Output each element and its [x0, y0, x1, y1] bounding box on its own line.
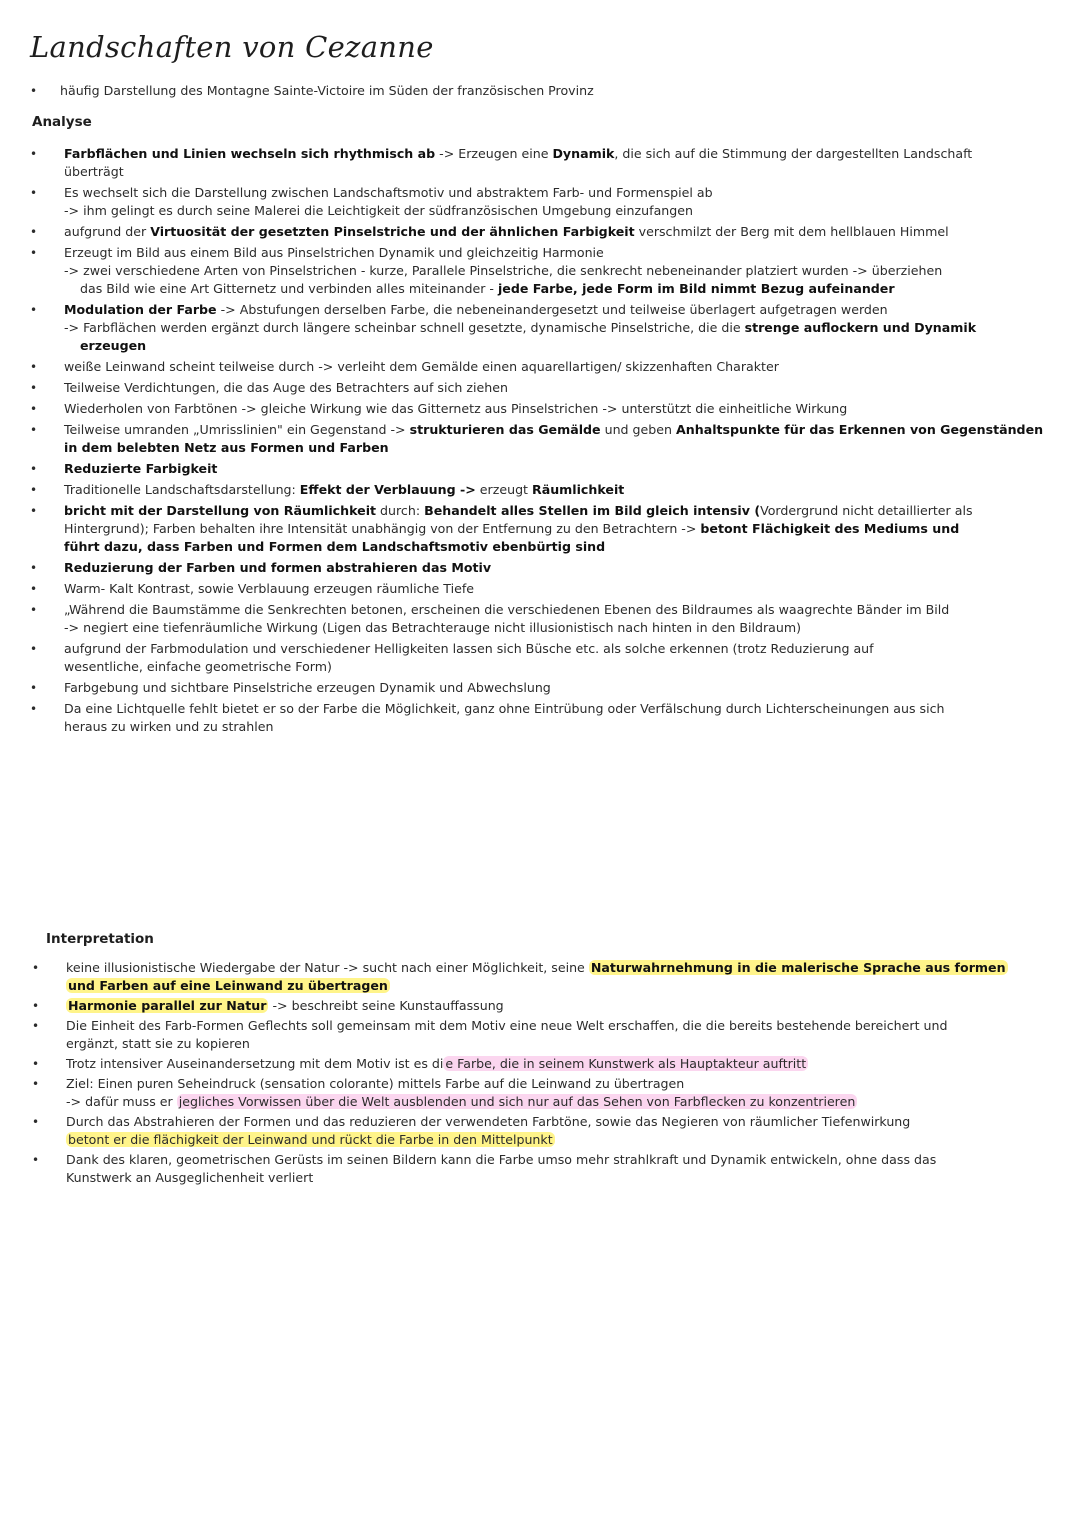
- bold-text: strukturieren das Gemälde: [409, 422, 601, 437]
- bullet-line: [64, 301, 1066, 319]
- bullet-line: [64, 163, 1066, 181]
- bold-text: strenge auflockern und Dynamik: [744, 320, 977, 335]
- text-run: Kunstwerk an Ausgeglichenheit verliert: [66, 1170, 314, 1185]
- analyse-bullet-10: [30, 460, 1066, 478]
- bullet-line: [64, 223, 1066, 241]
- bullet-line: [64, 601, 1066, 619]
- highlighted-text: und Farben auf eine Leinwand zu übertragen: [68, 978, 388, 993]
- bold-text: Räumlichkeit: [532, 482, 625, 497]
- text-run: Wiederholen von Farbtönen -> gleiche Wirkung wie das Gitternetz aus Pinselstrichen -> unterstützt die einheitliche Wirkung: [64, 401, 848, 416]
- text-run: erzeugt: [475, 482, 533, 497]
- text-run: -> ihm gelingt es durch seine Malerei die Leichtigkeit der südfranzösischen Umgebung einzufangen: [64, 203, 693, 218]
- bold-text: in dem belebten Netz aus Formen und Farben: [64, 440, 389, 455]
- bold-text: Virtuosität der gesetzten Pinselstriche und der ähnlichen Farbigkeit: [150, 224, 635, 239]
- bullet-line: [64, 280, 1066, 298]
- bold-text: Dynamik: [552, 146, 615, 161]
- bullet-line: [66, 1169, 1066, 1187]
- bullet-line: [64, 202, 1066, 220]
- text-run: ergänzt, statt sie zu kopieren: [66, 1036, 250, 1051]
- bold-text: Farbflächen und Linien wechseln sich rhythmisch ab: [64, 146, 436, 161]
- bullet-line: [66, 1035, 1066, 1053]
- highlighted-text: Harmonie parallel zur Natur: [68, 998, 267, 1013]
- text-run: Trotz intensiver Auseinandersetzung mit dem Motiv ist es di: [66, 1056, 444, 1071]
- bold-text: erzeugen: [80, 338, 147, 353]
- analyse-bullet-14: [30, 580, 1066, 598]
- text-run: Teilweise umranden „Umrisslinien" ein Gegenstand ->: [64, 422, 410, 437]
- interpretation-bullet-7: [32, 1151, 1066, 1187]
- analyse-heading: Analyse: [32, 114, 92, 130]
- analyse-bullet-11: [30, 481, 1066, 499]
- bullet-line: [64, 145, 1066, 163]
- bold-text: Behandelt alles Stellen im Bild gleich intensiv (: [424, 503, 761, 518]
- bold-text: Effekt der Verblauung ->: [299, 482, 476, 497]
- interpretation-bullet-4: [32, 1055, 1066, 1073]
- bullet-line: [66, 1055, 1066, 1073]
- analyse-bullet-4: [30, 244, 1066, 298]
- bold-text: führt dazu, dass Farben und Formen dem Landschaftsmotiv ebenbürtig sind: [64, 539, 606, 554]
- bullet-line: [64, 502, 1066, 520]
- text-run: Traditionelle Landschaftsdarstellung:: [64, 482, 300, 497]
- bullet-line: [64, 379, 1066, 397]
- text-run: -> Erzeugen eine: [435, 146, 553, 161]
- text-run: Warm- Kalt Kontrast, sowie Verblauung erzeugen räumliche Tiefe: [64, 581, 475, 596]
- bullet-line: [64, 481, 1066, 499]
- interpretation-bullet-3: [32, 1017, 1066, 1053]
- highlighted-text: Naturwahrnehmung in die malerische Sprache aus formen: [590, 960, 1006, 975]
- text-run: -> zwei verschiedene Arten von Pinselstrichen - kurze, Parallele Pinselstriche, die senkrecht nebeneinander platziert wurden -> überziehen: [64, 263, 943, 278]
- analyse-bullet-15: [30, 601, 1066, 637]
- interpretation-bullet-6: [32, 1113, 1066, 1149]
- interpretation-bullet-1: [32, 959, 1066, 995]
- text-run: -> beschreibt seine Kunstauffassung: [268, 998, 504, 1013]
- intro-list: [30, 82, 1060, 103]
- bullet-line: [64, 619, 1066, 637]
- text-run: verschmilzt der Berg mit dem hellblauen Himmel: [634, 224, 949, 239]
- text-run: Dank des klaren, geometrischen Gerüsts im seinen Bildern kann die Farbe umso mehr strahlkraft und Dynamik entwickeln, ohne dass das: [66, 1152, 937, 1167]
- text-run: Da eine Lichtquelle fehlt bietet er so der Farbe die Möglichkeit, ganz ohne Eintrübung oder Verfälschung durch Lichterscheinungen aus sich: [64, 701, 945, 716]
- analyse-bullet-6: [30, 358, 1066, 376]
- text-run: Ziel: Einen puren Seheindruck (sensation colorante) mittels Farbe auf die Leinwand zu übertragen: [66, 1076, 685, 1091]
- interpretation-bullet-2: [32, 997, 1066, 1015]
- interpretation-bullet-5: [32, 1075, 1066, 1111]
- bullet-line: [64, 658, 1066, 676]
- bullet-line: [66, 1093, 1066, 1111]
- text-run: das Bild wie eine Art Gitternetz und verbinden alles miteinander -: [80, 281, 498, 296]
- text-run: überträgt: [64, 164, 124, 179]
- text-run: und geben: [600, 422, 677, 437]
- bullet-line: [64, 559, 1066, 577]
- analyse-bullet-17: [30, 679, 1066, 697]
- bullet-line: [64, 184, 1066, 202]
- text-run: aufgrund der Farbmodulation und verschiedener Helligkeiten lassen sich Büsche etc. als solche erkennen (trotz Reduzierung auf: [64, 641, 874, 656]
- bold-text: bricht mit der Darstellung von Räumlichkeit: [64, 503, 377, 518]
- bullet-line: [66, 1017, 1066, 1035]
- analyse-bullet-7: [30, 379, 1066, 397]
- bullet-line: [64, 679, 1066, 697]
- bold-text: Reduzierung der Farben und formen abstrahieren das Motiv: [64, 560, 492, 575]
- bullet-line: [64, 244, 1066, 262]
- text-run: wesentliche, einfache geometrische Form): [64, 659, 332, 674]
- bullet-line: [64, 319, 1066, 337]
- intro-bullet: • häufig Darstellung des Montagne Sainte-Victoire im Süden der französischen Provinz: [30, 82, 1060, 100]
- analyse-bullet-9: [30, 421, 1066, 457]
- analyse-bullet-16: [30, 640, 1066, 676]
- analyse-bullet-2: [30, 184, 1066, 220]
- bullet-line: [64, 538, 1066, 556]
- highlighted-text: jegliches Vorwissen über die Welt ausblenden und sich nur auf das Sehen von Farbflecken zu konzentrieren: [178, 1094, 856, 1109]
- bullet-line: [64, 400, 1066, 418]
- bold-text: betont Flächigkeit des Mediums und: [700, 521, 960, 536]
- text-run: -> Farbflächen werden ergänzt durch längere scheinbar schnell gesetzte, dynamische Pinselstriche, die die: [64, 320, 745, 335]
- text-run: -> dafür muss er: [66, 1094, 177, 1109]
- text-run: Erzeugt im Bild aus einem Bild aus Pinselstrichen Dynamik und gleichzeitig Harmonie: [64, 245, 604, 260]
- text-run: Die Einheit des Farb-Formen Geflechts soll gemeinsam mit dem Motiv eine neue Welt erschaffen, die die bereits bestehende bereichert und: [66, 1018, 948, 1033]
- bullet-line: [64, 439, 1066, 457]
- text-run: Teilweise Verdichtungen, die das Auge des Betrachters auf sich ziehen: [64, 380, 508, 395]
- text-run: , die sich auf die Stimmung der dargestellten Landschaft: [614, 146, 973, 161]
- text-run: Vordergrund nicht detaillierter als: [760, 503, 973, 518]
- text-run: „Während die Baumstämme die Senkrechten betonen, erscheinen die verschiedenen Ebenen des Bildraumes als waagrechte Bänder im Bild: [64, 602, 950, 617]
- text-run: Hintergrund); Farben behalten ihre Intensität unabhängig von der Entfernung zu den Betrachtern ->: [64, 521, 701, 536]
- bullet-line: [64, 640, 1066, 658]
- analyse-bullet-13: [30, 559, 1066, 577]
- text-run: weiße Leinwand scheint teilweise durch -> verleiht dem Gemälde einen aquarellartigen/ skizzenhaften Charakter: [64, 359, 779, 374]
- bullet-line: [64, 358, 1066, 376]
- analyse-bullet-3: [30, 223, 1066, 241]
- text-run: -> Abstufungen derselben Farbe, die nebeneinandergesetzt und teilweise überlagert aufgetragen werden: [216, 302, 888, 317]
- analyse-bullet-12: [30, 502, 1066, 556]
- bullet-line: [66, 1113, 1066, 1131]
- text-run: Es wechselt sich die Darstellung zwischen Landschaftsmotiv und abstraktem Farb- und Formenspiel ab: [64, 185, 713, 200]
- bullet-line: [66, 1151, 1066, 1169]
- interpretation-list: [32, 959, 1066, 1189]
- highlighted-text: betont er die flächigkeit der Leinwand und rückt die Farbe in den Mittelpunkt: [68, 1132, 553, 1147]
- bullet-line: [66, 977, 1066, 995]
- page-title: Landschaften von Cezanne: [30, 30, 434, 64]
- text-run: heraus zu wirken und zu strahlen: [64, 719, 274, 734]
- analyse-list: [30, 145, 1066, 739]
- bullet-line: [64, 460, 1066, 478]
- bullet-line: [64, 337, 1066, 355]
- bold-text: Reduzierte Farbigkeit: [64, 461, 218, 476]
- bullet-line: [66, 1075, 1066, 1093]
- interpretation-heading: Interpretation: [46, 931, 154, 947]
- bullet-line: [64, 718, 1066, 736]
- text-run: Durch das Abstrahieren der Formen und das reduzieren der verwendeten Farbtöne, sowie das Negieren von räumlicher Tiefenwirkung: [66, 1114, 911, 1129]
- text-run: -> negiert eine tiefenräumliche Wirkung (Ligen das Betrachterauge nicht illusionistisch nach hinten in den Bildraum): [64, 620, 802, 635]
- bold-text: Modulation der Farbe: [64, 302, 217, 317]
- highlighted-text: e Farbe, die in seinem Kunstwerk als Hauptakteur auftritt: [445, 1056, 807, 1071]
- bullet-line: [64, 262, 1066, 280]
- bullet-line: [64, 580, 1066, 598]
- analyse-bullet-5: [30, 301, 1066, 355]
- bold-text: jede Farbe, jede Form im Bild nimmt Bezug aufeinander: [497, 281, 895, 296]
- bullet-line: [64, 520, 1066, 538]
- analyse-bullet-8: [30, 400, 1066, 418]
- bullet-line: [64, 700, 1066, 718]
- text-run: keine illusionistische Wiedergabe der Natur -> sucht nach einer Möglichkeit, seine: [66, 960, 589, 975]
- analyse-bullet-18: [30, 700, 1066, 736]
- bullet-line: [66, 997, 1066, 1015]
- bullet-line: [66, 1131, 1066, 1149]
- text-run: aufgrund der: [64, 224, 151, 239]
- bold-text: Anhaltspunkte für das Erkennen von Gegenständen: [676, 422, 1044, 437]
- bullet-line: [64, 421, 1066, 439]
- bullet-line: [66, 959, 1066, 977]
- text-run: Farbgebung und sichtbare Pinselstriche erzeugen Dynamik und Abwechslung: [64, 680, 551, 695]
- analyse-bullet-1: [30, 145, 1066, 181]
- text-run: durch:: [376, 503, 425, 518]
